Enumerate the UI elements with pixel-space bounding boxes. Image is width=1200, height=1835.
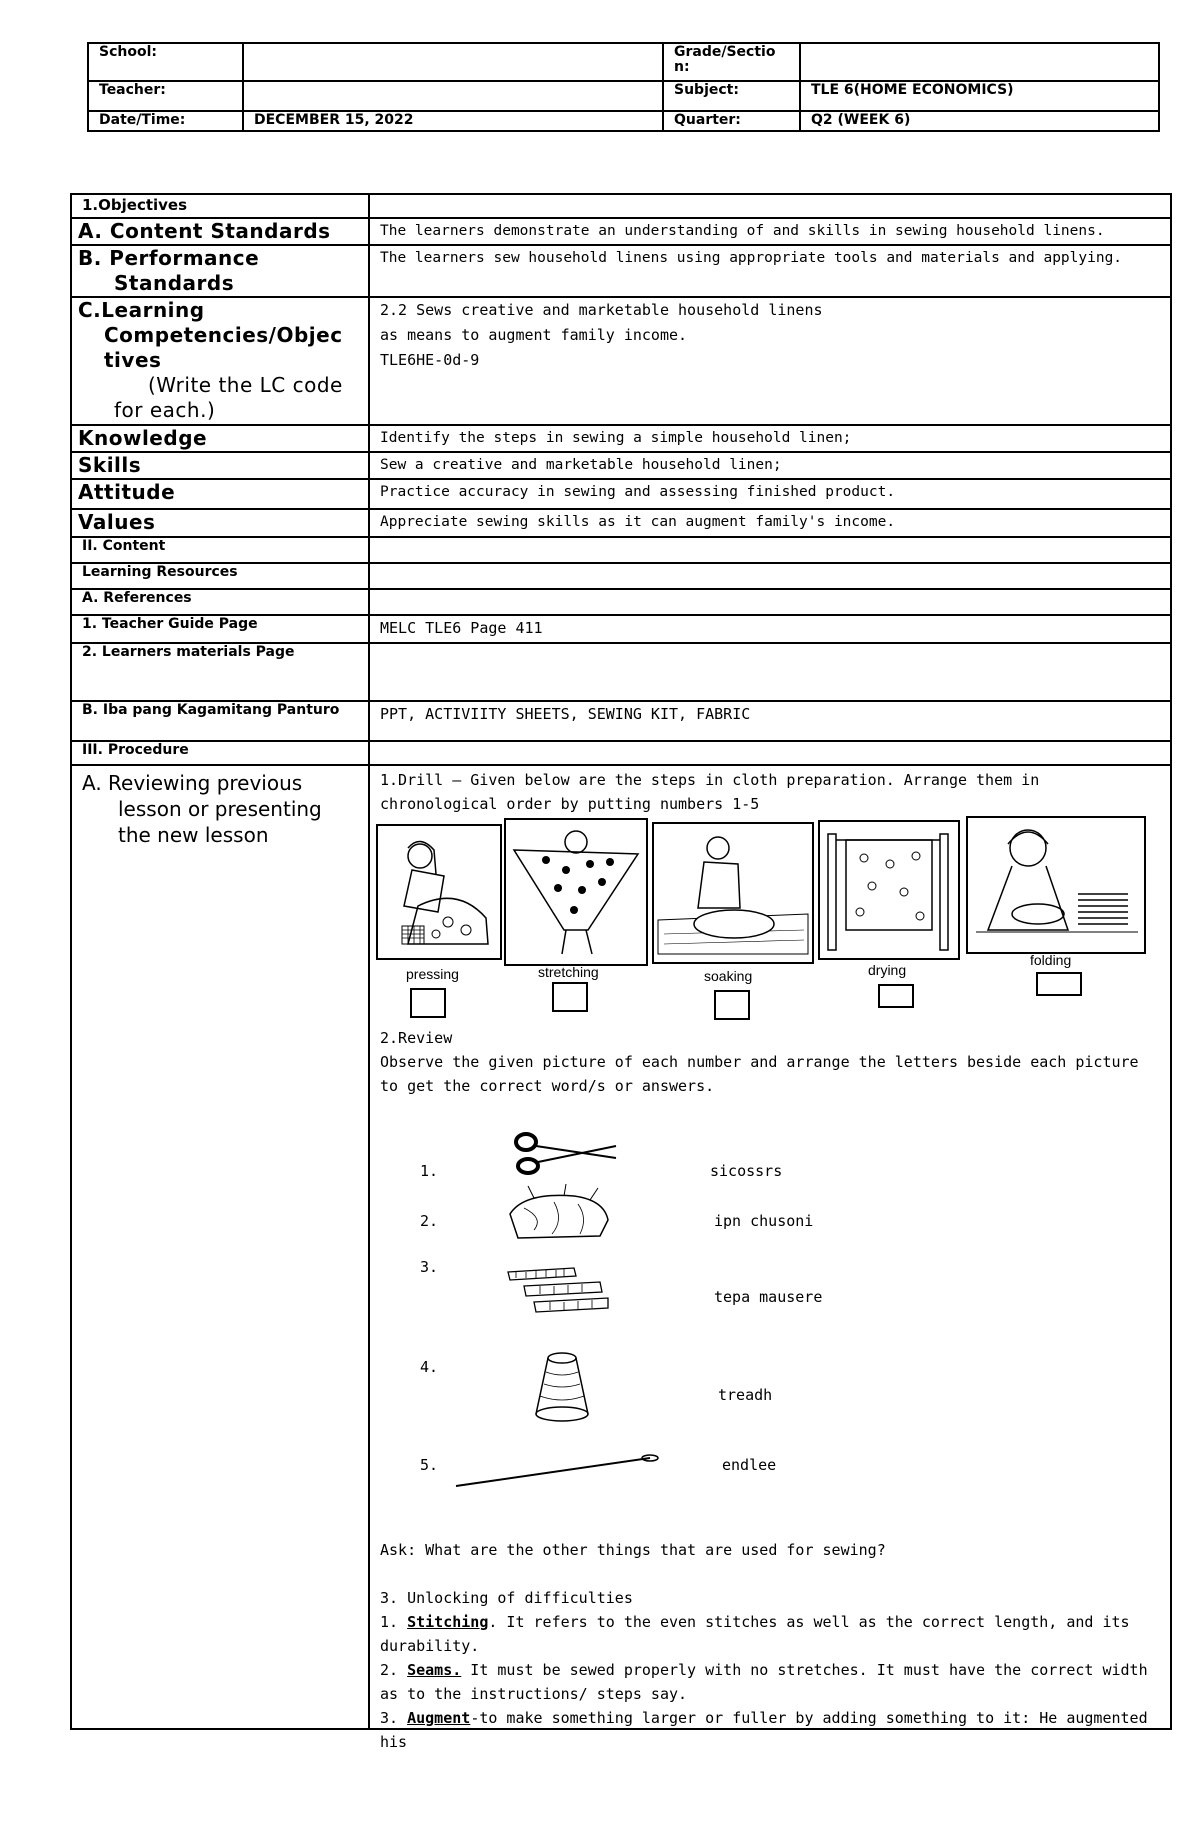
teacher-value xyxy=(243,81,663,111)
pressing-picture xyxy=(376,824,502,960)
grade-label: Grade/Sectio n: xyxy=(663,43,800,81)
stretching-answer-box[interactable] xyxy=(552,982,588,1012)
date-value: DECEMBER 15, 2022 xyxy=(243,111,663,131)
quarter-label: Quarter: xyxy=(663,111,800,131)
lc-label-line2: Competencies/Objec xyxy=(104,323,343,347)
lc-label-line5: for each.) xyxy=(114,398,216,422)
tape-measure-icon xyxy=(504,1264,614,1320)
lc-value-line1: 2.2 Sews creative and marketable household linens xyxy=(380,301,823,319)
thread-spool-icon xyxy=(522,1348,602,1428)
skills-value: Sew a creative and marketable household linen; xyxy=(369,452,1171,479)
pressing-answer-box[interactable] xyxy=(410,988,446,1018)
unlock-title: 3. Unlocking of difficulties xyxy=(380,1589,633,1607)
header-table xyxy=(87,42,1160,132)
procedure-label: III. Procedure xyxy=(71,741,369,765)
folding-picture xyxy=(966,816,1146,954)
pressing-caption: pressing xyxy=(406,966,459,982)
lc-value-line2: as means to augment family income. xyxy=(380,326,688,344)
content-value xyxy=(369,537,1171,563)
term-stitching: Stitching xyxy=(407,1613,489,1631)
scissors-icon xyxy=(512,1128,622,1178)
references-value xyxy=(369,589,1171,615)
subject-label: Subject: xyxy=(663,81,800,111)
review-item-2-word: ipn chusoni xyxy=(714,1212,814,1230)
learning-resources-value xyxy=(369,563,1171,589)
learning-competencies-label xyxy=(71,297,369,425)
school-label: School: xyxy=(88,43,243,81)
review-item-3-number: 3. xyxy=(420,1258,439,1276)
reviewing-lesson-label xyxy=(71,765,369,1729)
folding-caption: folding xyxy=(1030,952,1072,968)
lc-label-line4: (Write the LC code xyxy=(148,373,343,397)
knowledge-value: Identify the steps in sewing a simple household linen; xyxy=(369,425,1171,452)
procedure-content xyxy=(369,765,1171,1751)
folding-answer-box[interactable] xyxy=(1036,972,1082,996)
teacher-guide-value: MELC TLE6 Page 411 xyxy=(369,615,1171,643)
teacher-guide-label: 1. Teacher Guide Page xyxy=(71,615,369,643)
iba-pang-kagamitan-value: PPT, ACTIVIITY SHEETS, SEWING KIT, FABRIC xyxy=(369,701,1171,741)
soaking-answer-box[interactable] xyxy=(714,990,750,1020)
review-item-4-number: 4. xyxy=(420,1358,439,1376)
performance-label-line2: Standards xyxy=(114,271,235,295)
knowledge-label: Knowledge xyxy=(71,425,369,452)
drying-answer-box[interactable] xyxy=(878,984,914,1008)
soaking-picture xyxy=(652,822,814,964)
review-item-4-word: treadh xyxy=(718,1386,773,1404)
drill-text: 1.Drill – Given below are the steps in cloth preparation. Arrange them in chronological order by putting numbers 1-5 xyxy=(380,771,1040,813)
review-text: Observe the given picture of each number and arrange the letters beside each picture to get the correct word/s or answers. xyxy=(380,1053,1139,1095)
stretching-picture xyxy=(504,818,648,966)
lc-label-line1: C.Learning xyxy=(78,298,205,322)
teacher-label: Teacher: xyxy=(88,81,243,111)
pin-cushion-icon xyxy=(504,1184,614,1244)
lesson-plan-table xyxy=(70,193,1172,1751)
performance-label-line1: B. Performance xyxy=(78,246,260,270)
learners-materials-label: 2. Learners materials Page xyxy=(71,643,369,701)
references-label: A. References xyxy=(71,589,369,615)
unlock-item-1: 1. Stitching. It refers to the even stitches as well as the correct length, and its durability. xyxy=(380,1613,1130,1655)
drying-caption: drying xyxy=(868,962,907,978)
grade-value xyxy=(800,43,1159,81)
values-value: Appreciate sewing skills as it can augment family's income. xyxy=(369,509,1171,537)
soaking-caption: soaking xyxy=(704,968,753,984)
needle-icon xyxy=(454,1452,664,1492)
learners-materials-value xyxy=(369,643,1171,701)
review-item-5-number: 5. xyxy=(420,1456,439,1474)
iba-pang-kagamitan-label: B. Iba pang Kagamitang Panturo xyxy=(71,701,369,741)
drying-picture xyxy=(818,820,960,960)
unlock-item-3: 3. Augment-to make something larger or fuller by adding something to it: He augmented his xyxy=(380,1709,1148,1751)
attitude-value: Practice accuracy in sewing and assessing finished product. xyxy=(369,479,1171,509)
review-item-5-word: endlee xyxy=(722,1456,777,1474)
reviewing-lesson-text: A. Reviewing previous lesson or presenting the new lesson xyxy=(82,771,322,847)
learning-resources-label: Learning Resources xyxy=(71,563,369,589)
values-label: Values xyxy=(71,509,369,537)
objectives-value xyxy=(369,194,1171,218)
review-item-2-number: 2. xyxy=(420,1212,439,1230)
subject-value: TLE 6(HOME ECONOMICS) xyxy=(800,81,1159,111)
review-items xyxy=(370,1098,1170,1538)
term-augment: Augment xyxy=(407,1709,471,1727)
stretching-caption: stretching xyxy=(538,964,599,980)
objectives-label: 1.Objectives xyxy=(71,194,369,218)
review-item-3-word: tepa mausere xyxy=(714,1288,823,1306)
review-item-1-number: 1. xyxy=(420,1162,439,1180)
quarter-value: Q2 (WEEK 6) xyxy=(800,111,1159,131)
performance-standards-label xyxy=(71,245,369,297)
content-standards-label: A. Content Standards xyxy=(71,218,369,245)
date-label: Date/Time: xyxy=(88,111,243,131)
lc-value-line3: TLE6HE-0d-9 xyxy=(380,351,480,369)
content-standards-value: The learners demonstrate an understanding of and skills in sewing household linens. xyxy=(369,218,1171,245)
lc-label-line3: tives xyxy=(104,348,162,372)
performance-standards-value: The learners sew household linens using appropriate tools and materials and applying. xyxy=(369,245,1171,297)
ask-text: Ask: What are the other things that are used for sewing? xyxy=(380,1541,886,1559)
learning-competencies-value xyxy=(369,297,1171,425)
review-title: 2.Review xyxy=(380,1029,453,1047)
content-label: II. Content xyxy=(71,537,369,563)
skills-label: Skills xyxy=(71,452,369,479)
review-item-1-word: sicossrs xyxy=(710,1162,783,1180)
unlock-item-2: 2. Seams. It must be sewed properly with no stretches. It must have the correct width as to the instructions/ steps say. xyxy=(380,1661,1148,1703)
term-seams: Seams. xyxy=(407,1661,462,1679)
procedure-value xyxy=(369,741,1171,765)
drill-pictures xyxy=(370,816,1170,1026)
attitude-label: Attitude xyxy=(71,479,369,509)
school-value xyxy=(243,43,663,81)
